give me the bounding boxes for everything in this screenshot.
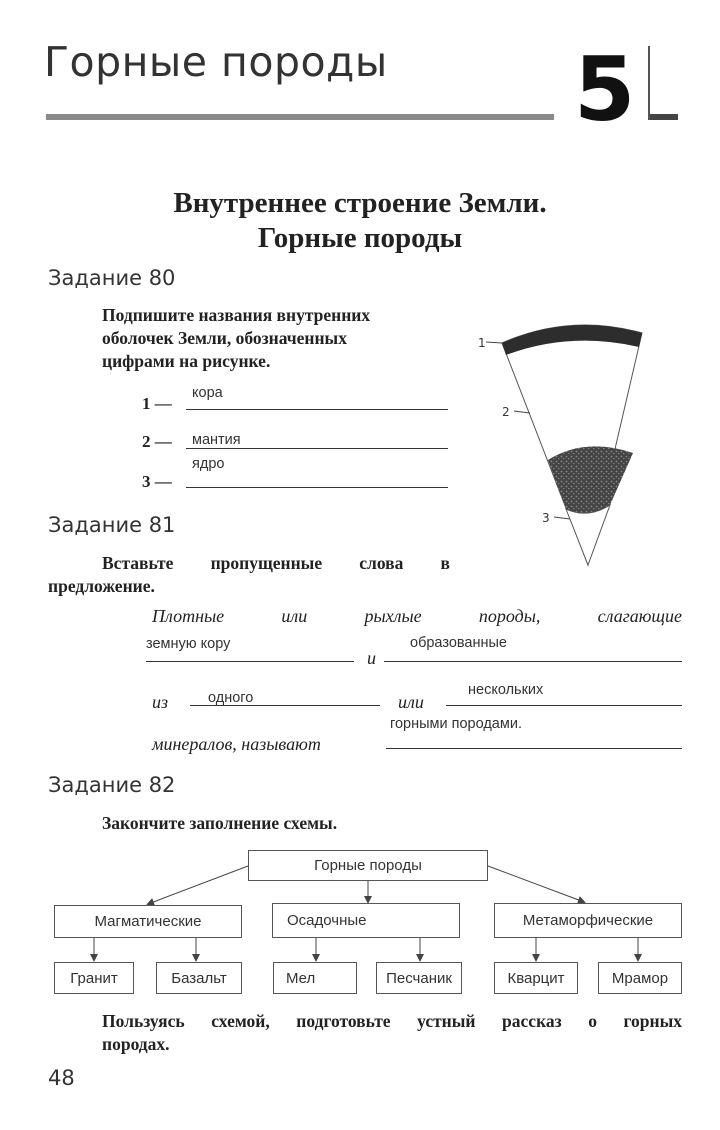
scheme-leaf-box <box>598 962 682 994</box>
task80-answer-2[interactable]: мантия <box>192 432 241 448</box>
sentence-word: и <box>367 648 376 668</box>
scheme-group-label: Метаморфические <box>522 912 654 929</box>
figure-label: 2 <box>502 405 510 419</box>
task82-instruction: Закончите заполнение схемы. <box>102 813 338 833</box>
sentence-word: породы, <box>478 606 541 626</box>
scheme-root-box <box>248 850 488 881</box>
connector-arrow <box>488 866 584 902</box>
figure-label: 3 <box>542 511 550 525</box>
footer-instruction-line: породах. <box>102 1034 170 1054</box>
task81-answer-4[interactable]: нескольких <box>468 682 544 698</box>
scheme-leaf-box <box>494 962 578 994</box>
task80-instruction-line: Подпишите названия внутренних <box>102 305 371 325</box>
task80-row-number: 1 — <box>142 394 172 413</box>
sentence-word: Плотные <box>152 606 225 626</box>
sentence-word: рыхлые <box>364 606 422 626</box>
chapter-number: 5 <box>574 38 636 141</box>
sentence-word: из <box>152 692 169 712</box>
footer-instruction-line: Пользуясь схемой, подготовьте устный рассказ о горных <box>102 1011 682 1031</box>
task80-row-number: 2 — <box>142 432 172 451</box>
task81-instruction-line: предложение. <box>48 576 155 596</box>
sentence-word: или <box>398 692 424 712</box>
task81-instruction-line: Вставьте пропущенные слова в <box>102 553 450 573</box>
task81-answer-1[interactable]: земную кору <box>146 636 231 652</box>
section-title-line2: Горные породы <box>257 222 463 254</box>
scheme-leaf-label: Мрамор <box>611 969 669 987</box>
task81-answer-2[interactable]: образованные <box>410 635 507 651</box>
task81-answer-3[interactable]: одного <box>208 690 254 706</box>
scheme-leaf-label: Песчаник <box>386 969 452 987</box>
scheme-leaf-label: Кварцит <box>507 969 565 987</box>
page-number: 48 <box>48 1066 75 1090</box>
scheme-group-label: Осадочные <box>287 912 367 929</box>
figure-label: 1 <box>478 336 486 350</box>
task80-answer-3[interactable]: ядро <box>192 456 225 472</box>
scheme-leaf-box <box>54 962 134 994</box>
connector-arrow <box>148 866 248 904</box>
task80-instruction-line: оболочек Земли, обозначенных <box>102 328 347 348</box>
sentence-word: слагающие <box>597 606 682 626</box>
scheme-leaf-label: Гранит <box>70 969 118 987</box>
scheme-leaf-label: Базальт <box>171 969 227 987</box>
task81-label: Задание 81 <box>48 513 176 537</box>
scheme-leaf-box <box>156 962 242 994</box>
sentence-word: или <box>281 606 308 626</box>
scheme-group-box <box>494 903 682 938</box>
task80-instruction-line: цифрами на рисунке. <box>102 351 271 371</box>
scheme-group-box <box>272 903 460 938</box>
task81-answer-5[interactable]: горными породами. <box>390 716 522 732</box>
chapter-title: Горные породы <box>44 38 388 86</box>
task80-label: Задание 80 <box>48 266 176 290</box>
scheme-leaf-box <box>376 962 462 994</box>
scheme-root-label: Горные породы <box>314 857 422 874</box>
scheme-group-label: Магматические <box>94 913 202 930</box>
scheme-leaf-label: Мел <box>286 969 316 987</box>
task80-row-number: 3 — <box>142 472 172 491</box>
section-title-line1: Внутреннее строение Земли. <box>173 187 547 219</box>
task82-label: Задание 82 <box>48 773 176 797</box>
sentence-end-text: минералов, называют <box>152 734 321 754</box>
task80-answer-1[interactable]: кора <box>192 385 223 401</box>
footer-instruction <box>102 1010 682 1056</box>
scheme-leaf-box <box>273 962 357 994</box>
scheme-group-box <box>54 905 242 938</box>
